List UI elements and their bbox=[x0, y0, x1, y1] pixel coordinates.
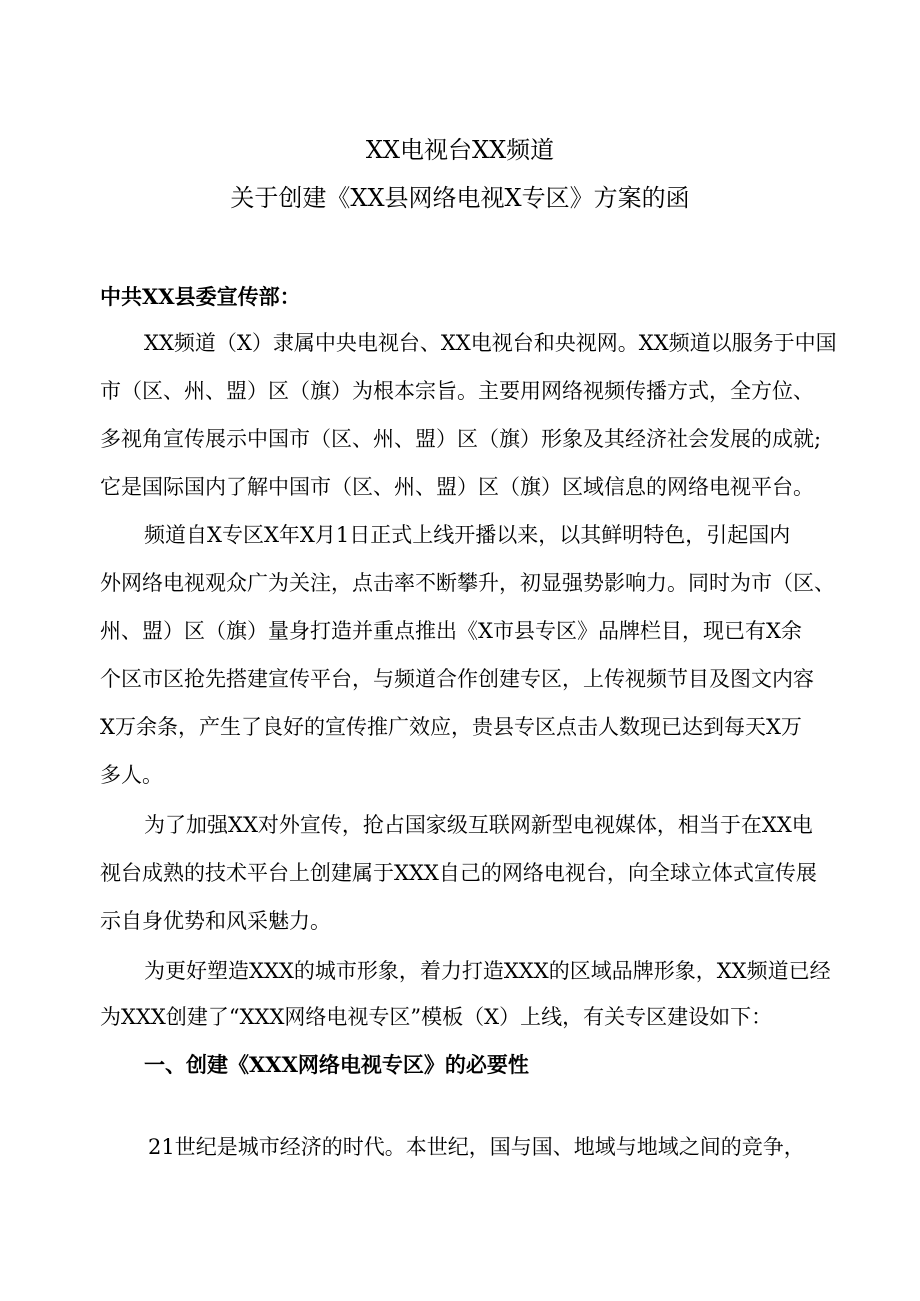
text-line: 21世纪是城市经济的时代。本世纪，国与国、地域与地域之间的竞争， bbox=[148, 1135, 805, 1159]
text-line: 示自身优势和风采魅力。 bbox=[100, 909, 331, 933]
document-subtitle: 关于创建《XX县网络电视X专区》方案的函 bbox=[230, 184, 690, 212]
text-line: 视台成熟的技术平台上创建属于XXX自己的网络电视台，向全球立体式宣传展 bbox=[100, 861, 817, 885]
text-line: 州、盟）区（旗）量身打造并重点推出《X市县专区》品牌栏目，现已有X余 bbox=[100, 619, 802, 643]
text-line: XX频道（X）隶属中央电视台、XX电视台和央视网。XX频道以服务于中国 bbox=[144, 331, 837, 355]
text-line: 为更好塑造XXX的城市形象，着力打造XXX的区域品牌形象，XX频道已经 bbox=[144, 959, 831, 983]
text-line: 它是国际国内了解中国市（区、州、盟）区（旗）区域信息的网络电视平台。 bbox=[100, 475, 814, 499]
text-line: 多人。 bbox=[100, 763, 163, 787]
document-title: XX电视台XX频道 bbox=[365, 136, 555, 164]
text-line: 为了加强XX对外宣传，抢占国家级互联网新型电视媒体，相当于在XX电 bbox=[144, 813, 813, 837]
text-line: X万余条，产生了良好的宣传推广效应，贵县专区点击人数现已达到每天X万 bbox=[100, 715, 802, 739]
text-line: 频道自X专区X年X月1日正式上线开播以来，以其鲜明特色，引起国内 bbox=[144, 523, 791, 547]
text-line: 市（区、州、盟）区（旗）为根本宗旨。主要用网络视频传播方式，全方位、 bbox=[100, 379, 814, 403]
section-heading: 一、创建《XXX网络电视专区》的必要性 bbox=[144, 1052, 529, 1077]
text-line: 多视角宣传展示中国市（区、州、盟）区（旗）形象及其经济社会发展的成就; bbox=[100, 427, 822, 451]
salutation: 中共XX县委宣传部： bbox=[100, 284, 301, 309]
text-line: 外网络电视观众广为关注，点击率不断攀升，初显强势影响力。同时为市（区、 bbox=[100, 571, 835, 595]
text-line: 为XXX创建了“XXX网络电视专区”模板（X）上线，有关专区建设如下： bbox=[100, 1005, 773, 1029]
text-line: 个区市区抢先搭建宣传平台，与频道合作创建专区，上传视频节目及图文内容 bbox=[100, 667, 814, 691]
